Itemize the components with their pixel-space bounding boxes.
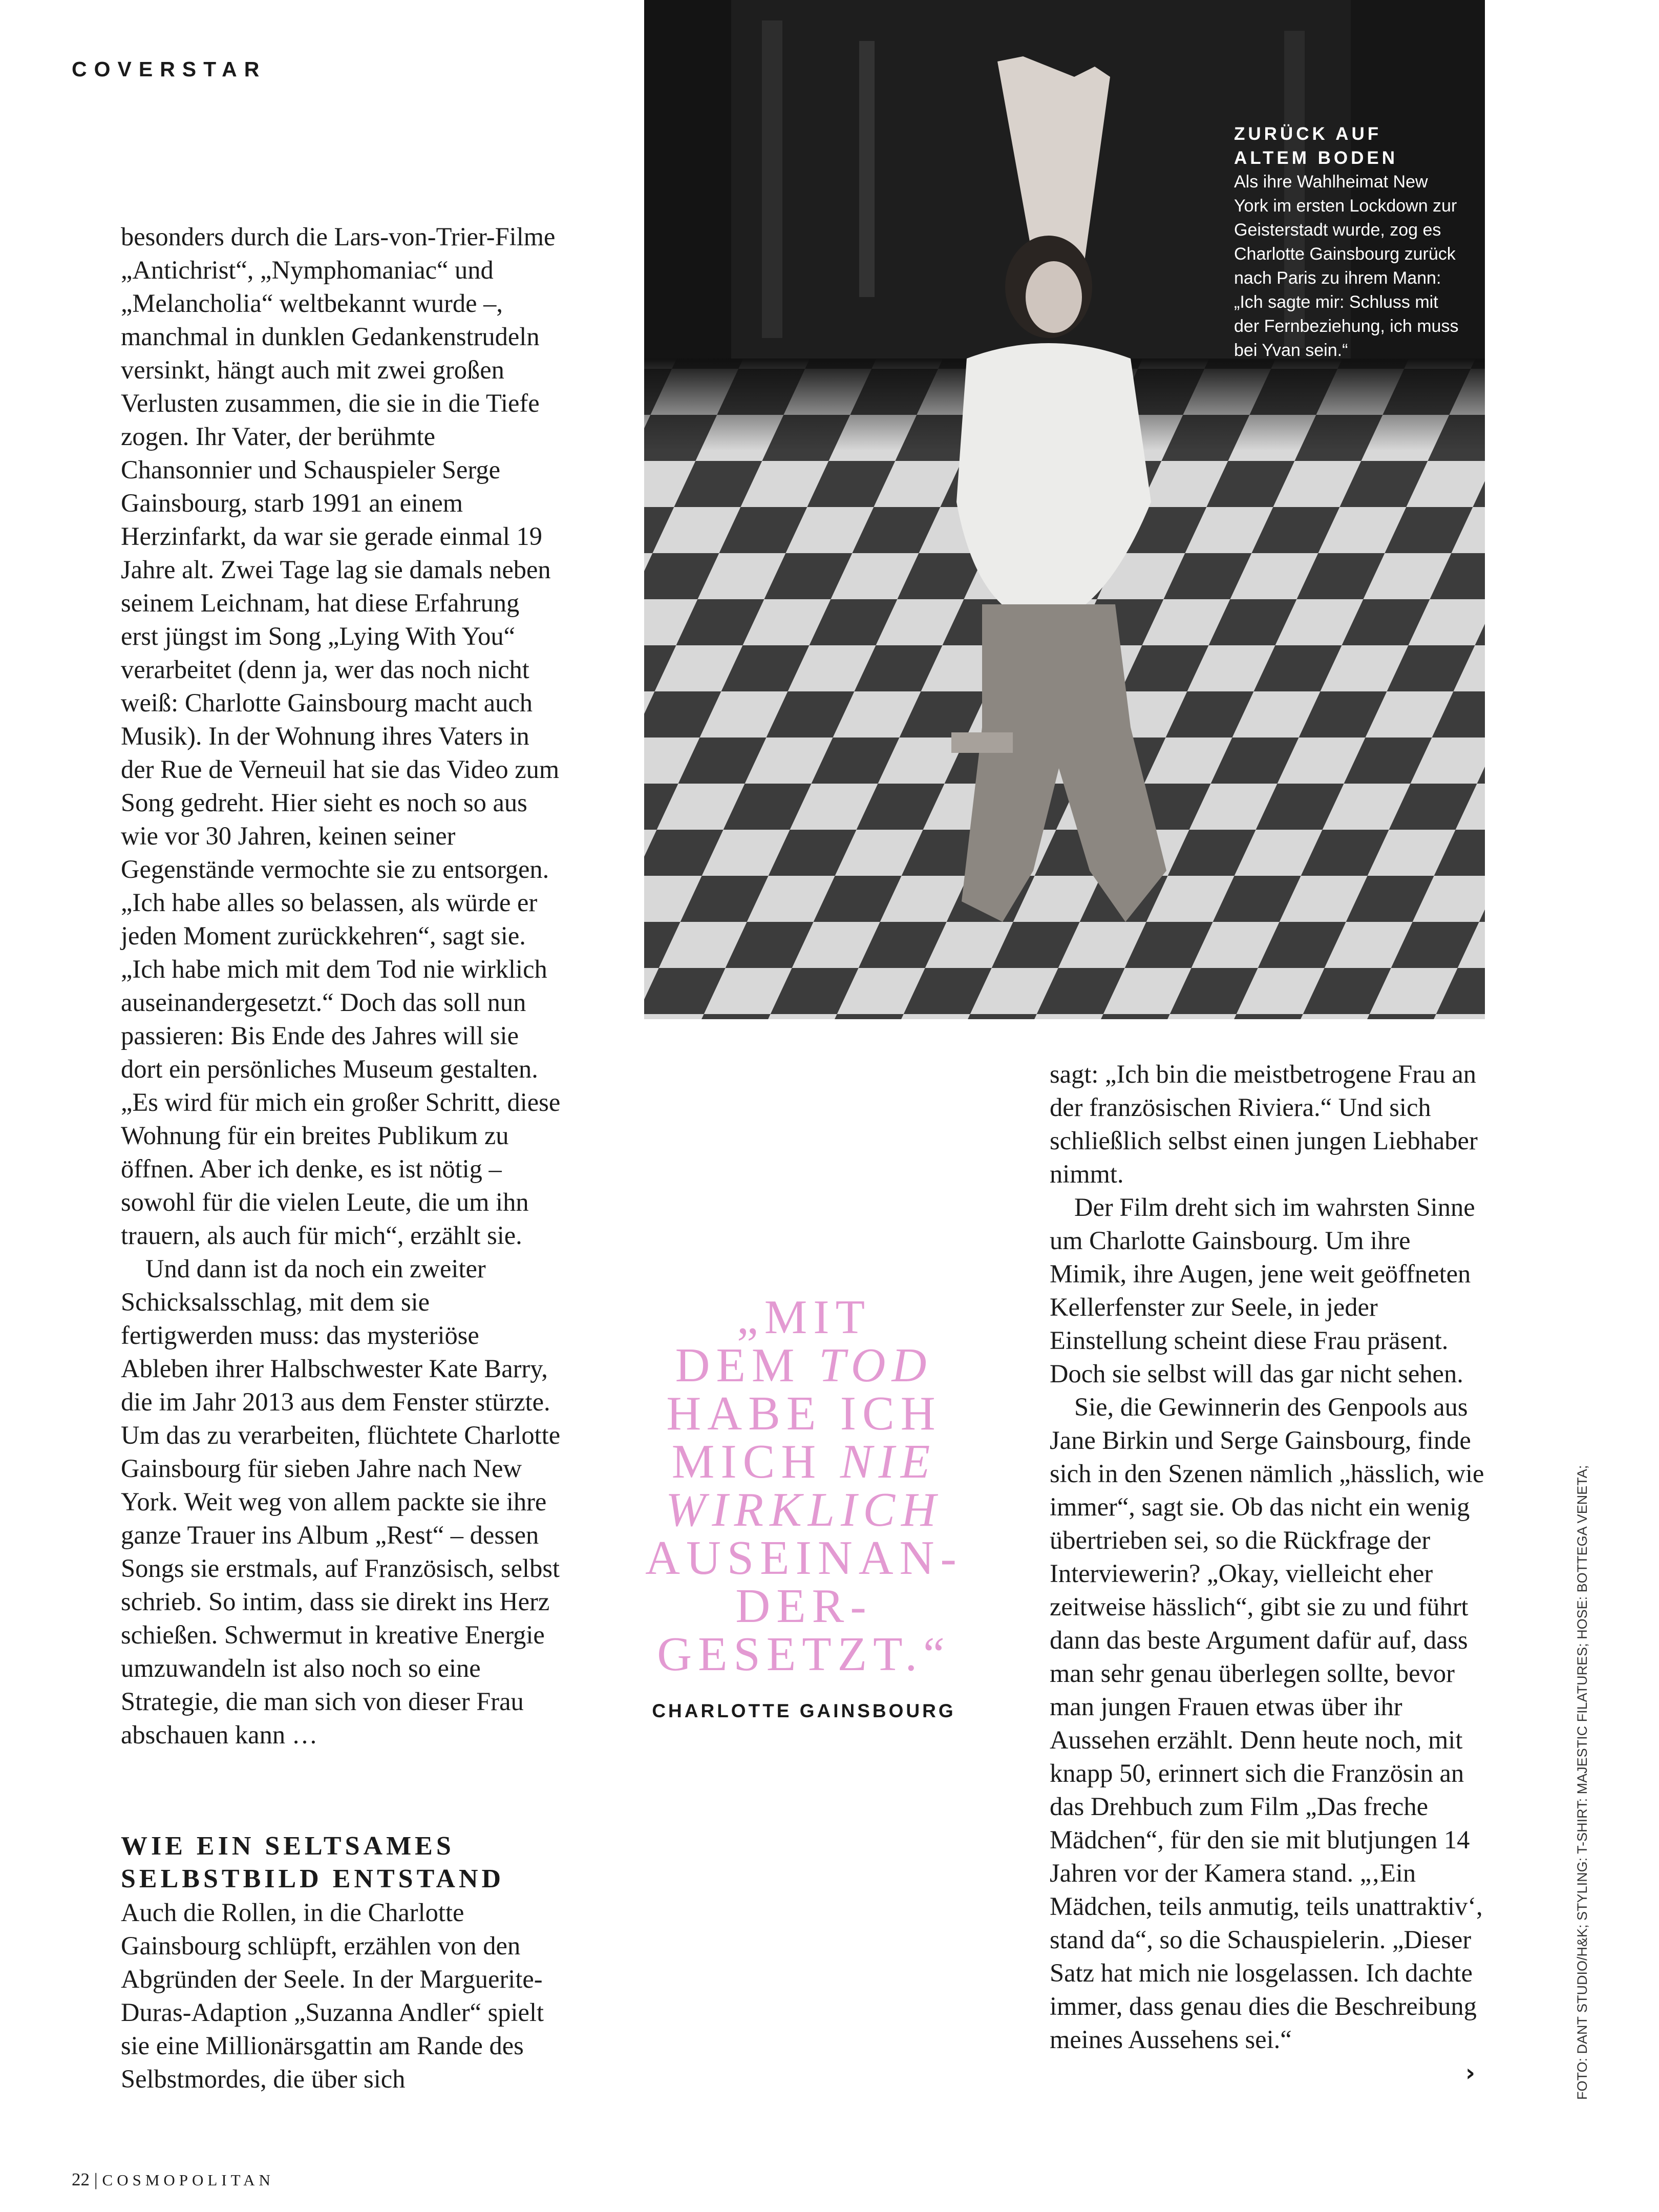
pull-quote-line: HABE ICH (666, 1387, 942, 1440)
caption-title-line1: ZURÜCK AUF (1234, 124, 1382, 144)
paragraph: besonders durch die Lars-von-Trier-Filme „Antichrist“, „Nymphomaniac“ und „Melancholia“ weltbekannt wurde –, manchmal in dunklen Gedankenstrudeln versinkt, hängt auch mit zwei großen Verlusten zusammen, die sie in die Tiefe zogen. Ihr Vater, der berühmte Chansonnier und Schauspieler Serge Gainsbourg, starb 1991 an einem Herzinfarkt, da war sie gerade einmal 19 Jahre alt. Zwei Tage lag sie damals neben seinem Leichnam, hat diese Erfahrung erst jüngst im Song „Lying With You“ verarbeitet (denn ja, wer das noch nicht weiß: Charlotte Gainsbourg macht auch Musik). In der Wohnung ihres Vaters in der Rue de Verneuil hat sie das Video zum Song gedreht. Hier sieht es noch so aus wie vor 30 Jahren, keinen seiner Gegenstände vermochte sie zu entsorgen. „Ich habe alles so belassen, als würde er jeden Moment zurückkehren“, sagt sie. „Ich habe mich mit dem Tod nie wirklich auseinandergesetzt.“ Doch das soll nun passieren: Bis Ende des Jahres will sie dort ein persönliches Museum gestalten. „Es wird für mich ein großer Schritt, diese Wohnung für ein breites Publikum zu öffnen. Aber ich denke, es ist nötig – sowohl für die vielen Leute, die um ihn trauern, als auch für mich“, erzählt sie. (121, 222, 561, 1250)
pull-quote-line: DEM TOD (675, 1339, 933, 1392)
paragraph: Und dann ist da noch ein zweiter Schicksalsschlag, mit dem sie fertigwerden muss: das mysteriöse Ableben ihrer Halbschwester Kate Barry, die im Jahr 2013 aus dem Fenster stürzte. Um das zu verarbeiten, flüchtete Charlotte Gainsbourg für sieben Jahre nach New York. Weit weg von allem packte sie ihre ganze Trauer ins Album „Rest“ – dessen Songs sie erstmals, auf Französisch, selbst schrieb. So intim, dass sie direkt ins Herz schießen. Schwermut in kreative Energie umzuwandeln ist also noch so eine Strategie, die man sich von dieser Frau abschauen kann … (121, 1254, 561, 1749)
pull-quote-line: DER- (735, 1579, 873, 1633)
page-footer (72, 2169, 274, 2190)
paragraph: Sie, die Gewinnerin des Genpools aus Jane Birkin und Serge Gainsbourg, finde sich in den Szenen nämlich „hässlich, wie immer“, sagt sie. Ob das nicht ein wenig übertrieben sei, so die Rückfrage der Interviewerin? „Okay, vielleicht eher zeitweise hässlich“, gibt sie zu und führt dann das beste Argument dafür auf, dass man sehr genau überlegen sollte, bevor man jungen Frauen etwas über ihr Aussehen erzählt. Denn heute noch, mit knapp 50, erinnert sich die Französin an das Drehbuch zum Film „Das freche Mädchen“, für den sie mit blutjungen 14 Jahren vor der Kamera stand. „‚Ein Mädchen, teils anmutig, teils unattraktiv‘, stand da“, so die Schauspielerin. „Dieser Satz hat mich nie losgelassen. Ich dachte immer, dass genau dies die Beschreibung meines Aussehens sei.“ (1050, 1393, 1484, 2054)
subheading-line1: WIE EIN SELTSAMES (121, 1831, 455, 1861)
section-label: COVERSTAR (72, 57, 267, 81)
photo-caption (1234, 122, 1459, 363)
subheading (121, 1830, 561, 1895)
photo-credit: FOTO: DANT STUDIO/H&K; STYLING: T-SHIRT: MAJESTIC FILATURES; HOSE: BOTTEGA VENETA; (1575, 1465, 1590, 2100)
caption-body: Als ihre Wahlheimat New York im ersten Lockdown zur Geisterstadt wurde, zog es Charlotte Gainsbourg zurück nach Paris zu ihrem Mann: „Ich sagte mir: Schluss mit der Fernbeziehung, ich muss bei Yvan sein.“ (1234, 172, 1459, 360)
paragraph: Auch die Rollen, in die Charlotte Gainsbourg schlüpft, erzählen von den Abgründen der Seele. In der Marguerite-Duras-Adaption „Suzanna Andler“ spielt sie eine Millionärsgattin am Rande des Selbstmordes, die über sich (121, 1898, 544, 2093)
paragraph: Der Film dreht sich im wahrsten Sinne um Charlotte Gainsbourg. Um ihre Mimik, ihre Augen, jene weit geöffneten Kellerfenster zur Seele, in jeder Einstellung scheint diese Frau präsent. Doch sie selbst will das gar nicht sehen. (1050, 1193, 1475, 1388)
pull-quote-line: MICH NIE (671, 1435, 937, 1488)
subheading-line2: SELBSTBILD ENTSTAND (121, 1864, 505, 1893)
page-number: 22 (72, 2169, 90, 2189)
continue-arrow-icon: › (1465, 2059, 1475, 2087)
magazine-name: COSMOPOLITAN (102, 2171, 274, 2189)
article-right-column (1050, 1058, 1490, 2056)
article-left-column-continued (121, 1896, 561, 2096)
pull-quote-line: „MIT (736, 1291, 871, 1344)
article-left-column (121, 220, 561, 1752)
pull-quote-author: CHARLOTTE GAINSBOURG (652, 1700, 956, 1721)
pull-quote-line: WIRKLICH (666, 1483, 942, 1536)
pull-quote-line: GESETZT.“ (657, 1628, 951, 1681)
caption-title-line2: ALTEM BODEN (1234, 148, 1398, 168)
footer-separator: | (94, 2169, 98, 2189)
pull-quote (635, 1291, 973, 1681)
pull-quote-line: AUSEINAN- (645, 1531, 963, 1585)
paragraph: sagt: „Ich bin die meistbetrogene Frau an der französischen Riviera.“ Und sich schließlich selbst einen jungen Liebhaber nimmt. (1050, 1060, 1478, 1188)
